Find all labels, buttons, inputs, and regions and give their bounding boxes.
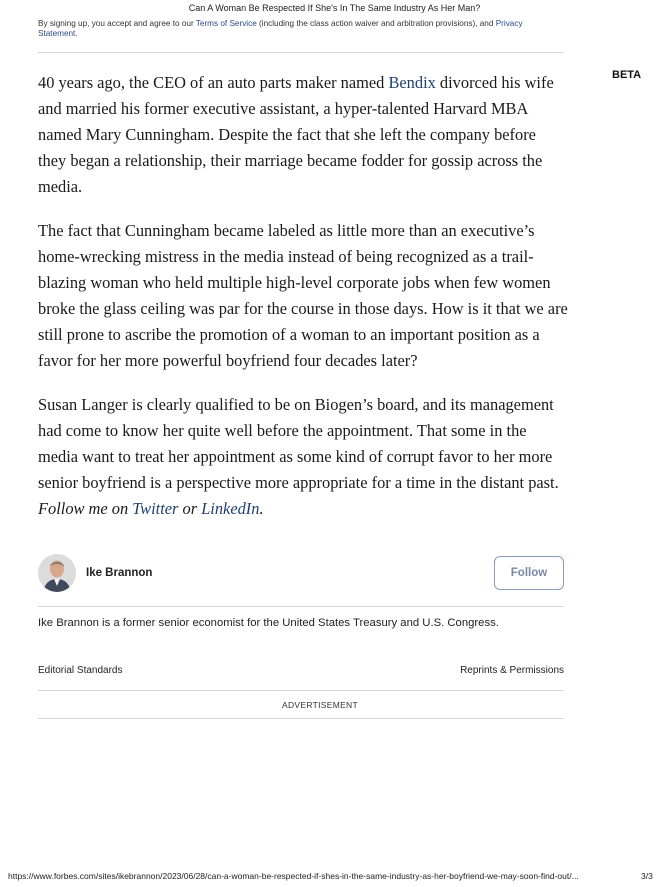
legal-middle: (including the class action waiver and arbitration provisions), and [256, 19, 496, 28]
advertisement-divider [38, 718, 564, 719]
p1-text-before: 40 years ago, the CEO of an auto parts maker named [38, 73, 389, 92]
follow-button[interactable]: Follow [494, 556, 564, 590]
reprints-permissions-link[interactable]: Reprints & Permissions [460, 665, 564, 676]
linkedin-link[interactable]: LinkedIn [201, 499, 260, 518]
legal-suffix: . [75, 29, 78, 38]
follow-or: or [178, 499, 202, 518]
p1-text-after: divorced his wife and married his former executive assistant, a hyper-talented Harvard MBA named Mary Cunningham. Despite the fact that she left the company before they began a relationship, their marriage became fodder for gossip across the media. [38, 73, 554, 196]
author-bio: Ike Brannon is a former senior economist for the United States Treasury and U.S. Congress. [38, 617, 499, 629]
signup-legal-notice [38, 19, 548, 39]
print-page-number: 3/3 [641, 871, 653, 881]
author-row [38, 554, 564, 594]
page-header-title: Can A Woman Be Respected If She's In The Same Industry As Her Man? [188, 3, 481, 13]
follow-prefix: Follow me on [38, 499, 133, 518]
author-name[interactable]: Ike Brannon [86, 567, 153, 579]
article-paragraph-1 [38, 70, 568, 200]
author-divider [38, 606, 564, 607]
legal-prefix: By signing up, you accept and agree to our [38, 19, 196, 28]
editorial-standards-link[interactable]: Editorial Standards [38, 665, 123, 676]
article-paragraph-2: The fact that Cunningham became labeled as little more than an executive’s home-wrecking mistress in the media instead of being recognized as a trail-blazing woman who held multiple high-level corporate jobs when few women broke the glass ceiling was par for the course in those days. How is it that we are still prone to ascribe the promotion of a woman to an important position as a favor for her more powerful boyfriend four decades later? [38, 221, 568, 370]
author-photo-icon [38, 554, 76, 592]
print-footer-url: https://www.forbes.com/sites/ikebrannon/2023/06/28/can-a-woman-be-respected-if-shes-in-the-same-industry-as-her-boyfriend-we-may-soon-find-out/... [8, 871, 579, 881]
follow-suffix: . [259, 499, 264, 518]
terms-of-service-link[interactable]: Terms of Service [195, 19, 257, 28]
twitter-link[interactable]: Twitter [132, 499, 179, 518]
bendix-link[interactable]: Bendix [388, 73, 436, 92]
top-divider [38, 52, 564, 53]
article-body [38, 70, 568, 540]
advertisement-label: ADVERTISEMENT [281, 700, 358, 710]
follow-me-line [38, 496, 568, 522]
privacy-statement-link[interactable]: Privacy Statement [38, 19, 523, 38]
article-paragraph-3: Susan Langer is clearly qualified to be on Biogen’s board, and its management had come to know her quite well before the appointment. That some in the media want to treat her appointment as some kind of corrupt favor to her more senior boyfriend is a perspective more appropriate for a time in the distant past. [38, 395, 559, 492]
links-divider [38, 690, 564, 691]
author-avatar[interactable] [38, 554, 76, 592]
beta-badge: BETA [612, 69, 642, 81]
